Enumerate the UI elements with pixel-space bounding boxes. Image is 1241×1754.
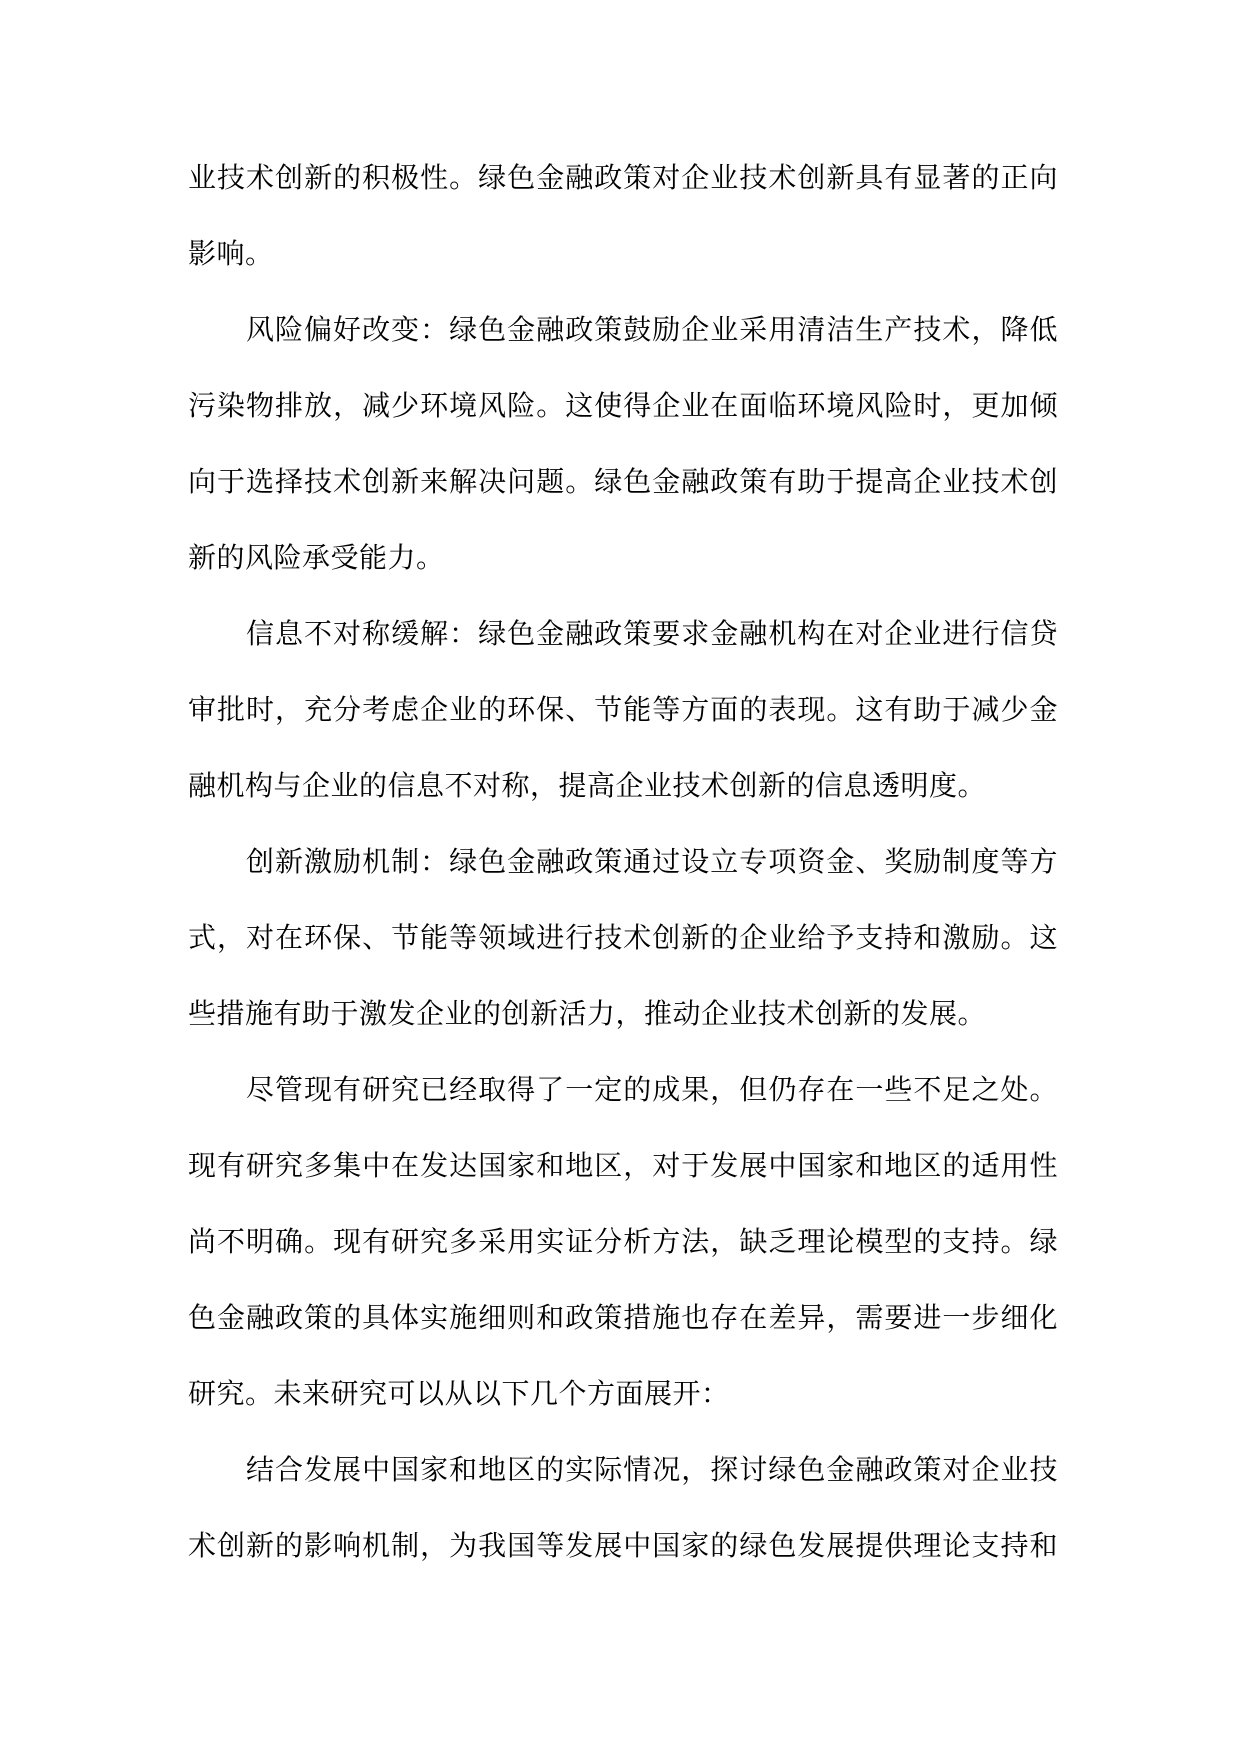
document-body xyxy=(188,140,1058,1584)
text-line: 术创新的影响机制，为我国等发展中国家的绿色发展提供理论支持和 xyxy=(188,1529,1058,1562)
text-line: 融机构与企业的信息不对称，提高企业技术创新的信息透明度。 xyxy=(188,769,987,802)
paragraph xyxy=(188,140,1058,292)
text-line: 现有研究多集中在发达国家和地区，对于发展中国家和地区的适用性 xyxy=(188,1149,1058,1182)
text-line: 尚不明确。现有研究多采用实证分析方法，缺乏理论模型的支持。绿 xyxy=(188,1225,1058,1258)
text-line: 研究。未来研究可以从以下几个方面展开： xyxy=(188,1377,730,1410)
text-line: 式，对在环保、节能等领域进行技术创新的企业给予支持和激励。这 xyxy=(188,921,1058,954)
text-line: 影响。 xyxy=(188,237,274,270)
text-line: 些措施有助于激发企业的创新活力，推动企业技术创新的发展。 xyxy=(188,997,987,1030)
text-line: 新的风险承受能力。 xyxy=(188,541,445,574)
paragraph xyxy=(188,1052,1058,1432)
text-line: 色金融政策的具体实施细则和政策措施也存在差异，需要进一步细化 xyxy=(188,1301,1058,1334)
paragraph xyxy=(188,824,1058,1052)
text-line: 污染物排放，减少环境风险。这使得企业在面临环境风险时，更加倾 xyxy=(188,389,1058,422)
text-line: 风险偏好改变：绿色金融政策鼓励企业采用清洁生产技术，降低 xyxy=(246,313,1058,346)
text-line: 信息不对称缓解：绿色金融政策要求金融机构在对企业进行信贷 xyxy=(246,617,1058,650)
text-line: 结合发展中国家和地区的实际情况，探讨绿色金融政策对企业技 xyxy=(246,1453,1058,1486)
text-line: 创新激励机制：绿色金融政策通过设立专项资金、奖励制度等方 xyxy=(246,845,1058,878)
text-line: 向于选择技术创新来解决问题。绿色金融政策有助于提高企业技术创 xyxy=(188,465,1058,498)
text-line: 尽管现有研究已经取得了一定的成果，但仍存在一些不足之处。 xyxy=(246,1073,1058,1106)
paragraph xyxy=(188,1432,1058,1584)
paragraph xyxy=(188,292,1058,596)
text-line: 业技术创新的积极性。绿色金融政策对企业技术创新具有显著的正向 xyxy=(188,161,1058,194)
paragraph xyxy=(188,596,1058,824)
text-line: 审批时，充分考虑企业的环保、节能等方面的表现。这有助于减少金 xyxy=(188,693,1058,726)
